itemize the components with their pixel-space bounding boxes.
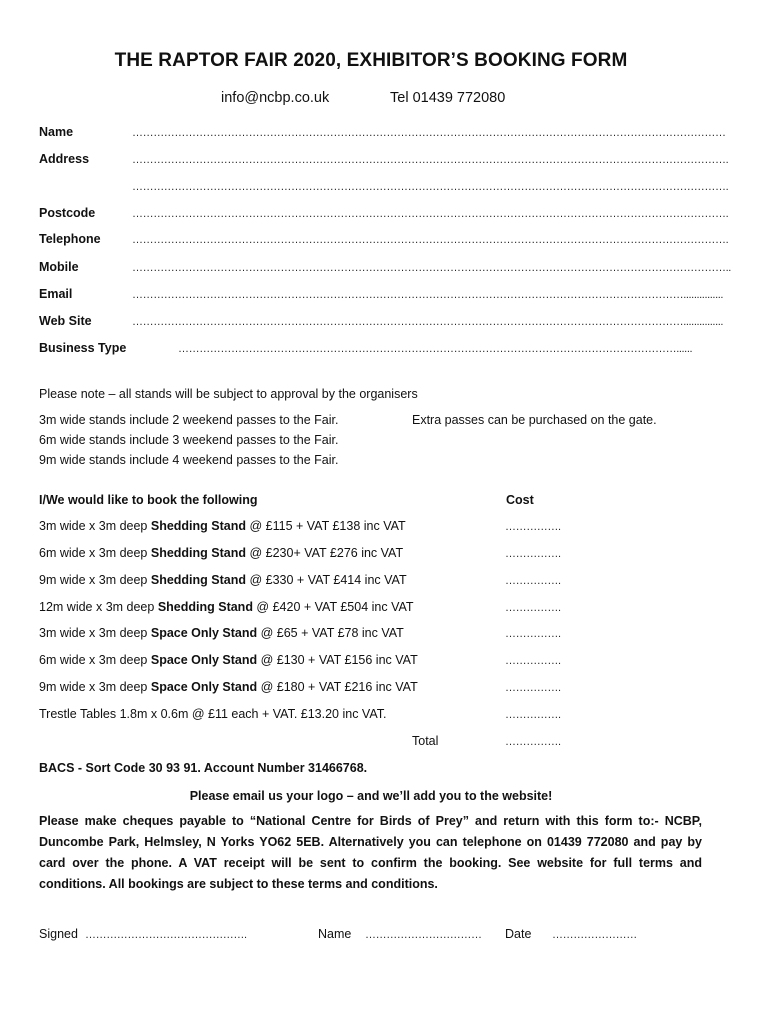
booking-item-cost-field[interactable]: ……………. bbox=[505, 655, 561, 667]
address-field-line-1[interactable]: ……………………………………………………………………………………………………………………………………………………. bbox=[132, 154, 729, 166]
bacs-details: BACS - Sort Code 30 93 91. Account Number 31466768. bbox=[39, 761, 368, 775]
postcode-label: Postcode bbox=[39, 206, 96, 220]
address-label: Address bbox=[39, 152, 90, 166]
booking-item-cost-field[interactable]: ……………. bbox=[505, 548, 561, 560]
email-field[interactable]: …………………………………………………………………………………………………………………………………………............... bbox=[132, 289, 724, 301]
booking-item-cost-field[interactable]: ……………. bbox=[505, 575, 561, 587]
booking-item-cost-field[interactable]: ……………. bbox=[505, 628, 561, 640]
total-cost-field[interactable]: ……………. bbox=[505, 736, 561, 748]
booking-item-description: 6m wide x 3m deep Space Only Stand @ £130 + VAT £156 inc VAT bbox=[39, 653, 418, 667]
cheque-instructions: Please make cheques payable to “National Centre for Birds of Prey” and return with this form to:- NCBP, Duncombe Park, Helmsley, N Yorks YO62 5EB. Alternatively you can telephone on 01439 772080 and pay by card over the phone. A VAT receipt will be sent to confirm the booking. See website for full terms and conditions. All bookings are subject to these terms and conditions. bbox=[39, 814, 702, 891]
name-label: Name bbox=[39, 125, 74, 139]
booking-item-description: 9m wide x 3m deep Shedding Stand @ £330 + VAT £414 inc VAT bbox=[39, 573, 407, 587]
booking-item-description: 12m wide x 3m deep Shedding Stand @ £420 + VAT £504 inc VAT bbox=[39, 600, 414, 614]
form-title: THE RAPTOR FAIR 2020, EXHIBITOR’S BOOKING FORM bbox=[114, 50, 628, 71]
mobile-field[interactable]: …………………………………………………………………………………………………………………………………………………….. bbox=[132, 262, 731, 274]
approval-note: Please note – all stands will be subject to approval by the organisers bbox=[39, 387, 418, 401]
name-field[interactable]: …………………………………………………………………………………………………………………………………………………… bbox=[132, 127, 726, 139]
signature-name-label: Name bbox=[318, 927, 352, 941]
telephone-label: Telephone bbox=[39, 232, 101, 246]
passes-3m: 3m wide stands include 2 weekend passes to the Fair. bbox=[39, 413, 339, 427]
booking-item-cost-field[interactable]: ……………. bbox=[505, 682, 561, 694]
booking-item-description: 3m wide x 3m deep Space Only Stand @ £65 + VAT £78 inc VAT bbox=[39, 626, 404, 640]
email-label: Email bbox=[39, 287, 73, 301]
booking-item-description: 6m wide x 3m deep Shedding Stand @ £230+ VAT £276 inc VAT bbox=[39, 546, 404, 560]
booking-item-cost-field[interactable]: ……………. bbox=[505, 602, 561, 614]
booking-item-cost-field[interactable]: ……………. bbox=[505, 709, 561, 721]
telephone-field[interactable]: ……………………………………………………………………………………………………………………………………………………. bbox=[132, 234, 729, 246]
signed-label: Signed bbox=[39, 927, 78, 941]
booking-item-description: 3m wide x 3m deep Shedding Stand @ £115 + VAT £138 inc VAT bbox=[39, 519, 406, 533]
total-label: Total bbox=[412, 734, 439, 748]
address-field-line-2[interactable]: ……………………………………………………………………………………………………………………………………………………. bbox=[132, 181, 729, 193]
website-label: Web Site bbox=[39, 314, 92, 328]
contact-email[interactable]: info@ncbp.co.uk bbox=[221, 90, 330, 106]
passes-9m: 9m wide stands include 4 weekend passes to the Fair. bbox=[39, 453, 339, 467]
date-field[interactable]: …………………… bbox=[552, 929, 637, 941]
extra-passes-note: Extra passes can be purchased on the gate. bbox=[412, 413, 657, 427]
signed-field[interactable]: ………………………………………. bbox=[85, 929, 247, 941]
business-type-field[interactable]: ……………………………………………………………………………………………………………………………...... bbox=[178, 343, 693, 355]
cost-heading: Cost bbox=[506, 493, 534, 507]
signature-name-field[interactable]: …………………………… bbox=[365, 929, 482, 941]
passes-6m: 6m wide stands include 3 weekend passes to the Fair. bbox=[39, 433, 339, 447]
booking-heading: I/We would like to book the following bbox=[39, 493, 258, 507]
business-type-label: Business Type bbox=[39, 341, 127, 355]
date-label: Date bbox=[505, 927, 532, 941]
booking-item-description: Trestle Tables 1.8m x 0.6m @ £11 each + VAT. £13.20 inc VAT. bbox=[39, 707, 387, 721]
postcode-field[interactable]: ……………………………………………………………………………………………………………………………………………………. bbox=[132, 208, 729, 220]
booking-item-description: 9m wide x 3m deep Space Only Stand @ £180 + VAT £216 inc VAT bbox=[39, 680, 418, 694]
mobile-label: Mobile bbox=[39, 260, 79, 274]
booking-item-cost-field[interactable]: ……………. bbox=[505, 521, 561, 533]
contact-telephone: Tel 01439 772080 bbox=[390, 90, 506, 106]
logo-request: Please email us your logo – and we’ll add you to the website! bbox=[189, 789, 553, 803]
website-field[interactable]: …………………………………………………………………………………………………………………………………………............... bbox=[132, 316, 724, 328]
